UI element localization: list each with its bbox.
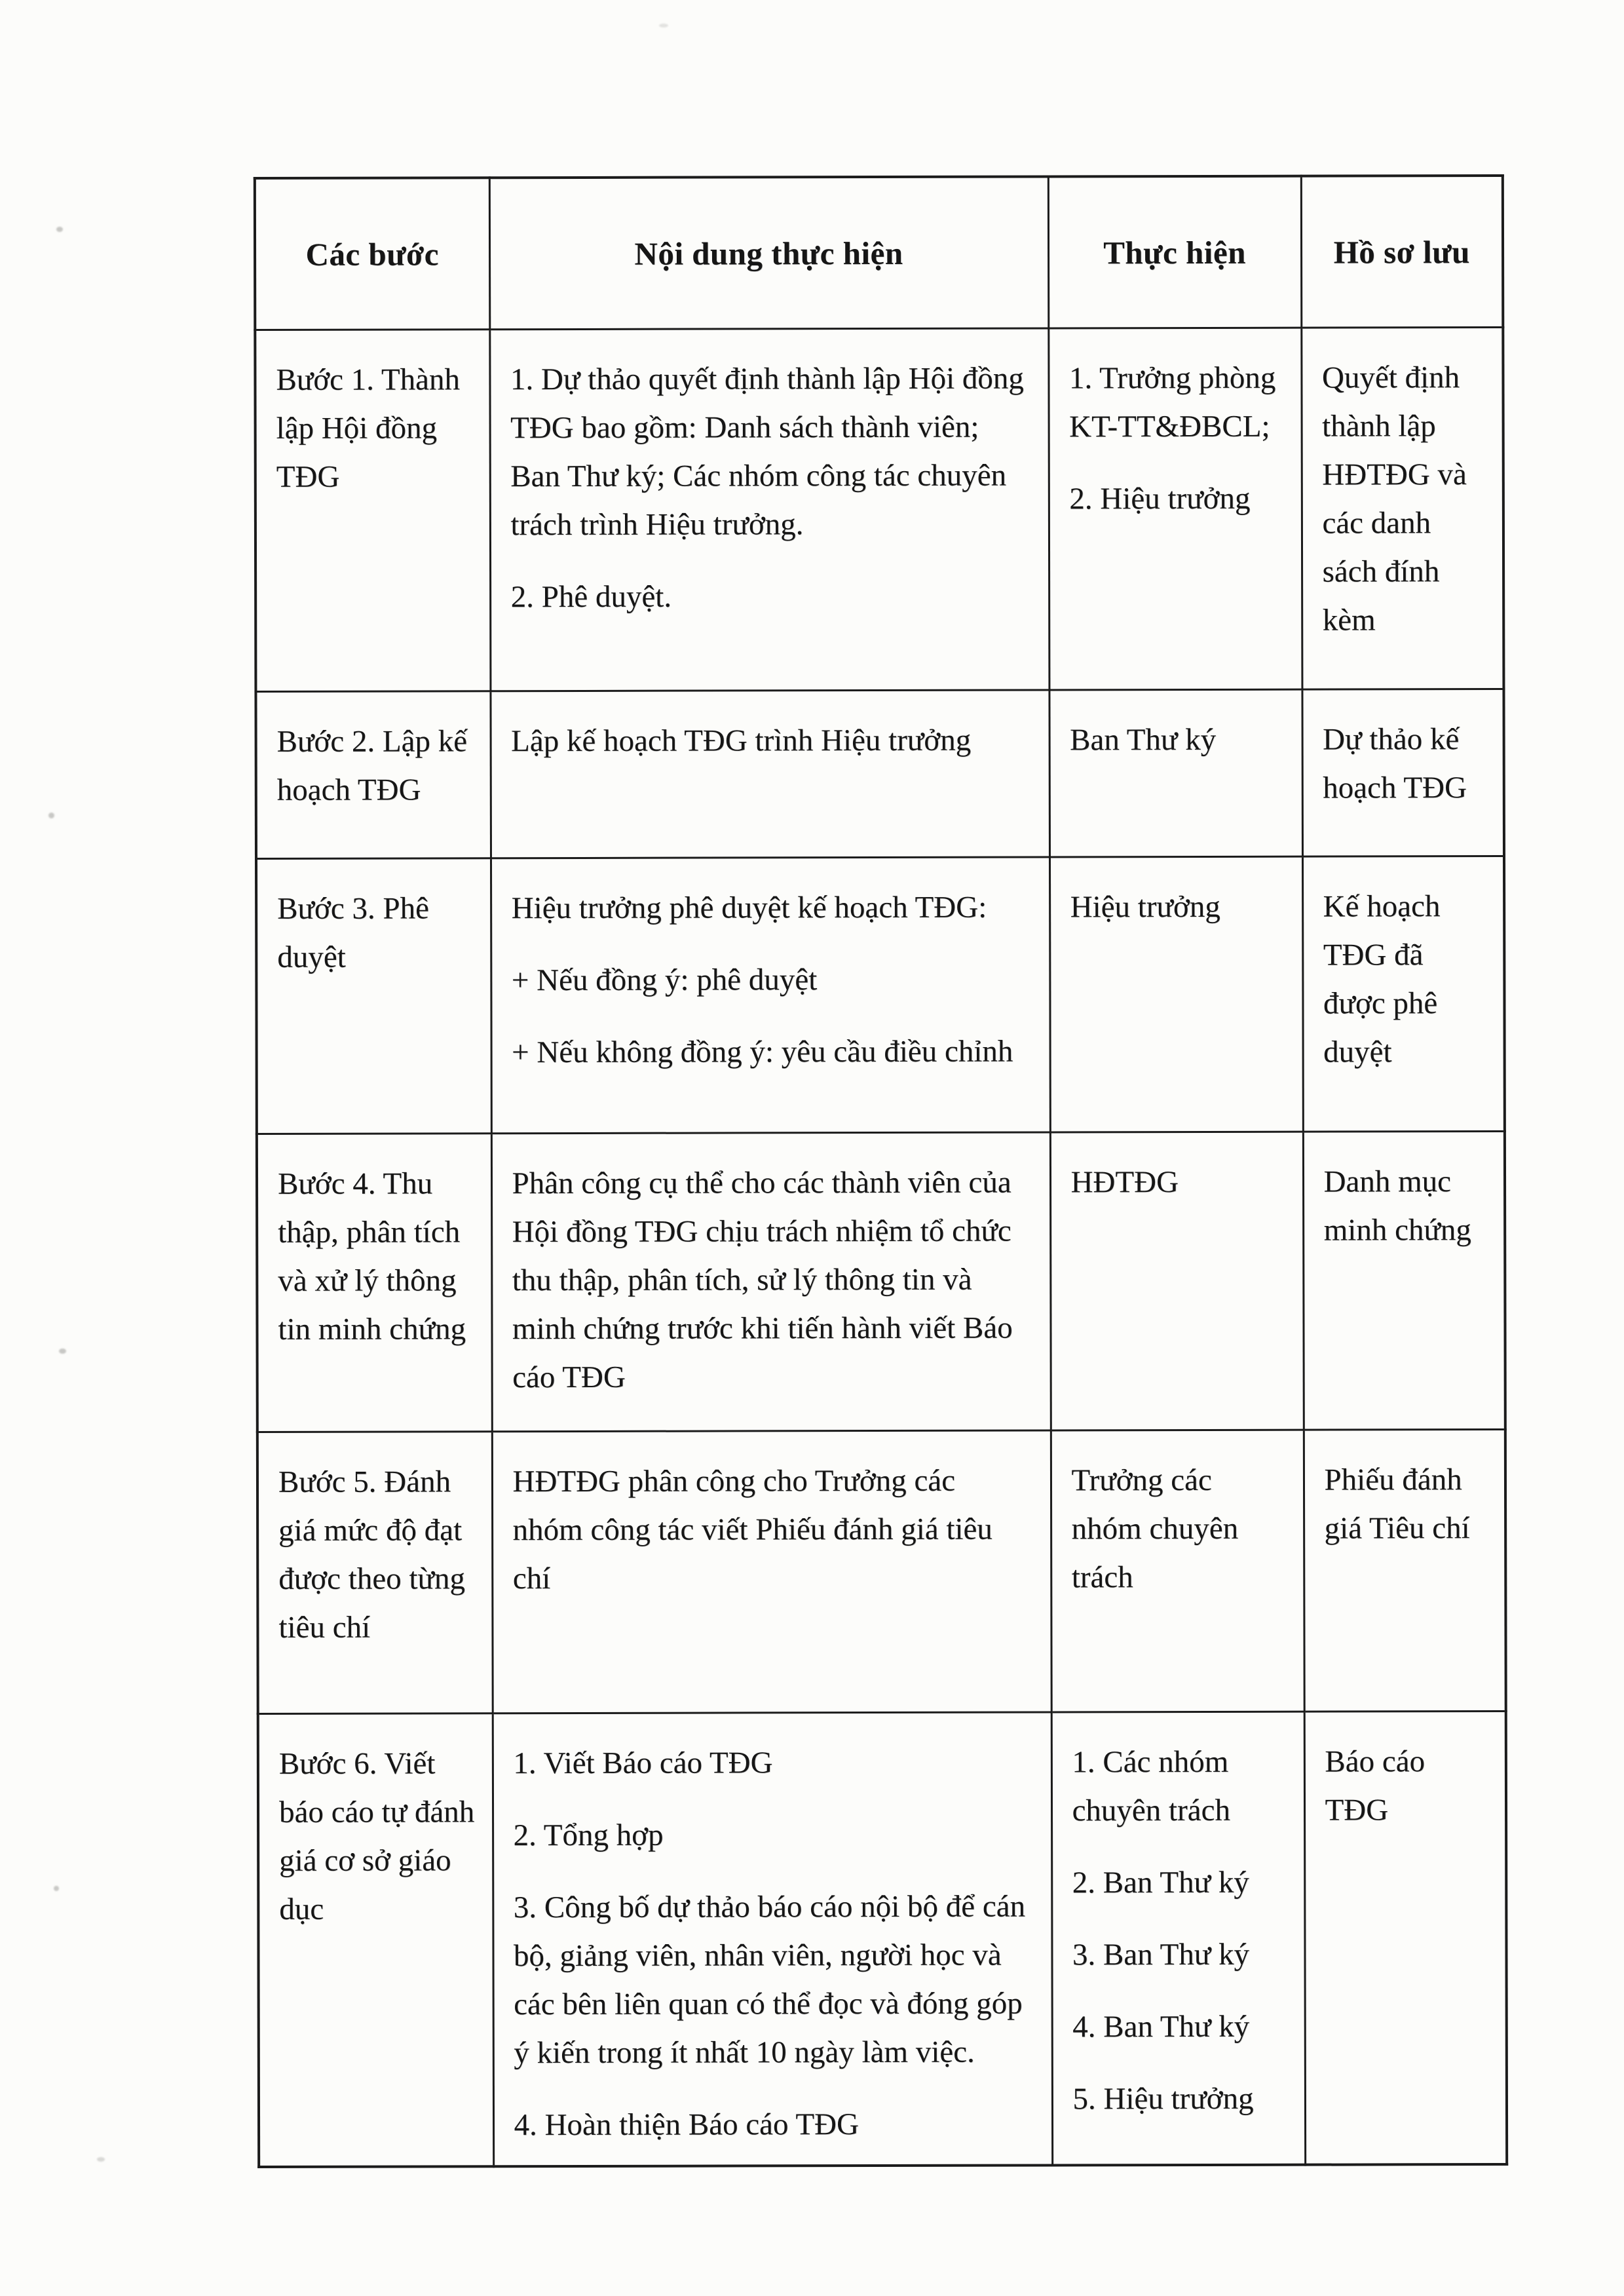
records-cell: [1301, 328, 1503, 690]
executor-paragraph: 2. Hiệu trưởng: [1069, 481, 1251, 516]
self-assessment-procedure-table: [254, 174, 1508, 2168]
executor-cell: [1050, 1132, 1304, 1430]
scan-speck: [659, 24, 668, 28]
scan-speck: [48, 813, 54, 818]
content-cell: [493, 1712, 1052, 2166]
content-cell: [491, 1132, 1051, 1432]
step-cell: [258, 1713, 493, 2167]
content-paragraph: + Nếu không đồng ý: yêu cầu điều chỉnh: [512, 1034, 1013, 1070]
records-paragraph: Kế hoạch TĐG đã được phê duyệt: [1323, 889, 1441, 1069]
step-cell: [255, 330, 490, 692]
content-cell: [491, 857, 1050, 1134]
step-cell: [257, 1432, 493, 1714]
column-header-content: Nội dung thực hiện: [489, 176, 1048, 329]
scan-speck: [97, 2157, 105, 2162]
executor-paragraph: 5. Hiệu trưởng: [1072, 2081, 1254, 2116]
executor-cell: [1049, 689, 1302, 857]
records-paragraph: Phiếu đánh giá Tiêu chí: [1324, 1463, 1470, 1546]
content-paragraph: Phân công cụ thể cho các thành viên của Hội đồng TĐG chịu trách nhiệm tổ chức thu thập, phân tích, sử lý thông tin và minh chứng trước khi tiến hành viết Báo cáo TĐG: [512, 1165, 1013, 1395]
executor-paragraph: Ban Thư ký: [1070, 722, 1217, 757]
scan-speck: [54, 1886, 59, 1891]
table-row-step-2: [255, 689, 1504, 859]
executor-cell: [1051, 1430, 1304, 1712]
column-header-steps: Các bước: [255, 178, 489, 330]
records-paragraph: Danh mục minh chứng: [1323, 1164, 1471, 1248]
step-cell: [257, 1134, 492, 1432]
content-paragraph: 3. Công bố dự thảo báo cáo nội bộ để cán bộ, giảng viên, nhân viên, người học và các bên liên quan có thể đọc và đóng góp ý kiến trong ít nhất 10 ngày làm việc.: [513, 1889, 1026, 2071]
step-cell: [256, 858, 491, 1134]
table-header-row: [255, 176, 1503, 330]
content-paragraph: 2. Tổng hợp: [513, 1818, 664, 1853]
step-label: Bước 4. Thu thập, phân tích và xử lý thông tin minh chứng: [277, 1166, 466, 1347]
content-paragraph: Lập kế hoạch TĐG trình Hiệu trưởng: [511, 723, 972, 759]
records-cell: [1302, 856, 1505, 1132]
content-paragraph: HĐTĐG phân công cho Trưởng các nhóm công tác viết Phiếu đánh giá tiêu chí: [512, 1463, 992, 1596]
step-label: Bước 3. Phê duyệt: [277, 891, 430, 974]
content-cell: [492, 1430, 1051, 1713]
table-row-step-6: [258, 1712, 1507, 2167]
scan-speck: [59, 1349, 66, 1354]
executor-paragraph: Trưởng các nhóm chuyên trách: [1071, 1463, 1239, 1595]
table-row-step-5: [257, 1430, 1506, 1714]
executor-cell: [1048, 328, 1302, 690]
content-paragraph: Hiệu trưởng phê duyệt kế hoạch TĐG:: [511, 890, 987, 926]
executor-paragraph: 3. Ban Thư ký: [1072, 1937, 1250, 1972]
executor-paragraph: Hiệu trưởng: [1070, 889, 1220, 925]
table-row-step-3: [256, 856, 1505, 1134]
content-paragraph: + Nếu đồng ý: phê duyệt: [511, 963, 818, 998]
content-cell: [489, 328, 1049, 691]
records-paragraph: Quyết định thành lập HĐTĐG và các danh sách đính kèm: [1321, 360, 1467, 638]
records-cell: [1304, 1430, 1506, 1712]
column-header-records: Hồ sơ lưu: [1301, 176, 1503, 328]
records-paragraph: Dự thảo kế hoạch TĐG: [1323, 722, 1467, 805]
executor-cell: [1049, 856, 1303, 1132]
records-cell: [1303, 1132, 1505, 1430]
step-label: Bước 1. Thành lập Hội đồng TĐG: [276, 362, 461, 494]
step-label: Bước 5. Đánh giá mức độ đạt được theo từng tiêu chí: [278, 1464, 465, 1645]
content-paragraph: 1. Dự thảo quyết định thành lập Hội đồng TĐG bao gồm: Danh sách thành viên; Ban Thư ký; Các nhóm công tác chuyên trách trình Hiệu trưởng.: [510, 361, 1024, 543]
step-label: Bước 2. Lập kế hoạch TĐG: [276, 724, 468, 807]
executor-paragraph: 1. Trưởng phòng KT-TT&ĐBCL;: [1068, 360, 1276, 444]
step-cell: [255, 691, 491, 859]
column-header-executor: Thực hiện: [1048, 176, 1301, 328]
content-paragraph: 2. Phê duyệt.: [510, 579, 672, 615]
executor-cell: [1051, 1712, 1305, 2165]
scan-speck: [56, 227, 63, 232]
content-cell: [490, 690, 1049, 858]
table-row-step-1: [255, 328, 1503, 692]
content-paragraph: 4. Hoàn thiện Báo cáo TĐG: [514, 2107, 859, 2143]
executor-paragraph: 2. Ban Thư ký: [1072, 1865, 1249, 1900]
table-row-step-4: [257, 1132, 1505, 1432]
records-cell: [1304, 1712, 1507, 2165]
content-paragraph: 1. Viết Báo cáo TĐG: [513, 1746, 773, 1781]
executor-paragraph: 4. Ban Thư ký: [1072, 2009, 1250, 2044]
step-label: Bước 6. Viết báo cáo tự đánh giá cơ sở giáo dục: [278, 1746, 475, 1926]
records-paragraph: Báo cáo TĐG: [1325, 1744, 1426, 1827]
executor-paragraph: HĐTĐG: [1070, 1165, 1179, 1200]
records-cell: [1302, 689, 1504, 857]
executor-paragraph: 1. Các nhóm chuyên trách: [1072, 1744, 1231, 1828]
